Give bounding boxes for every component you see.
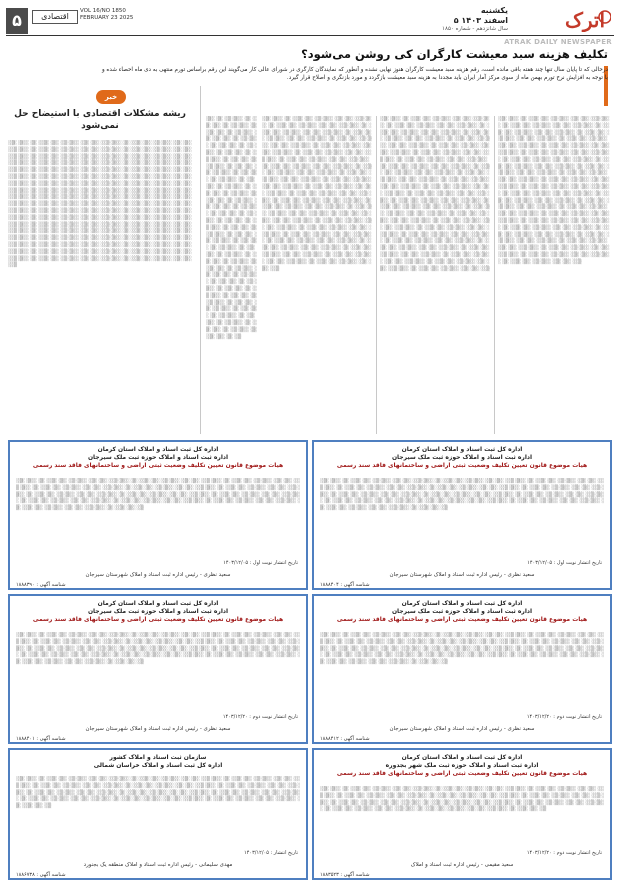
ad-body-text: ░░▒░ ░▒░░░ ░▒░ ░░░▒░ ░▒░░ ░░▒ ░▒░░░ ░░▒░ ░▒░░ ░░░▒ ░▒░░░ ░▒░ ░░░▒░ ░▒░░ ░░▒ ░▒░░░ ░░▒░ ░▒░░ ░░░▒ ░▒░░░ ░▒░ ░░░▒░ ░▒░░ ░░▒ ░▒░░░ ░░▒░ ░▒░░ ░░░▒ ░▒░░░ ░▒░ ░░░▒░ ░▒░░ ░░▒ ░▒░░░ ░░▒░ ░▒░░ ░░░▒ ░▒░░░ ░▒░ ░░░▒░ ░▒░░ ░░▒ ░▒░░░ ░░▒░ ░▒░░ ░░░▒ ░▒░░░ ░▒░ ░░░▒░ ░▒░░ ░░▒ ░▒░░░ ░░▒░ ░▒░░ ░░░▒ ░▒░░░ ░▒░ ░░░▒░ ░▒░░ ░░▒ ░▒░░░ ░░▒░ ░▒░░ ░░░▒ ░▒░░░ ░▒░ ░░░▒░ ░▒░░ ░░▒ ░▒░░░ ░░▒░ ░▒░░ ░░░▒ ░▒░░░ ░▒░ ░░░▒░ ░▒░░ ░░▒ ░▒░░░ ░░▒░ ░▒░░ ░░░▒ ░▒░░░ ░▒░ ░░░▒░ ░▒░░ ░░▒ ░▒░░░ ░░▒░ ░▒░░ ░░░▒ ░▒░░░ ░▒░ ░░░▒░ ░▒░░ ░░▒ ░▒░░░ ░░▒░ ░▒░░ ░░░▒ ░▒░░░ ░▒░ ░░░▒░ ░▒░░ ░░▒ ░▒░░░ ░░▒░ ░▒░░ ░░░▒ ░▒░░░ ░▒░ ░░░▒░ ░▒░░ ░░▒ [16, 776, 300, 810]
column-divider [200, 86, 201, 434]
ad-body-text: ░░▒░ ░▒░░░ ░▒░ ░░░▒░ ░▒░░ ░░▒ ░▒░░░ ░░▒░ ░▒░░ ░░░▒ ░▒░░░ ░▒░ ░░░▒░ ░▒░░ ░░▒ ░▒░░░ ░░▒░ ░▒░░ ░░░▒ ░▒░░░ ░▒░ ░░░▒░ ░▒░░ ░░▒ ░▒░░░ ░░▒░ ░▒░░ ░░░▒ ░▒░░░ ░▒░ ░░░▒░ ░▒░░ ░░▒ ░▒░░░ ░░▒░ ░▒░░ ░░░▒ ░▒░░░ ░▒░ ░░░▒░ ░▒░░ ░░▒ ░▒░░░ ░░▒░ ░▒░░ ░░░▒ ░▒░░░ ░▒░ ░░░▒░ ░▒░░ ░░▒ ░▒░░░ ░░▒░ ░▒░░ ░░░▒ ░▒░░░ ░▒░ ░░░▒░ ░▒░░ ░░▒ ░▒░░░ ░░▒░ ░▒░░ ░░░▒ ░▒░░░ ░▒░ ░░░▒░ ░▒░░ ░░▒ ░▒░░░ ░░▒░ ░▒░░ ░░░▒ ░▒░░░ ░▒░ ░░░▒░ ░▒░░ ░░▒ ░▒░░░ ░░▒░ ░▒░░ ░░░▒ ░▒░░░ ░▒░ ░░░▒░ ░▒░░ ░░▒ ░▒░░░ ░░▒░ ░▒░░ ░░░▒ ░▒░░░ ░▒░ ░░░▒░ ░▒░░ ░░▒ ░▒░░░ ░░▒░ ░▒░░ ░░░▒ ░▒░░░ ░▒░ ░░░▒░ ░▒░░ ░░▒ [320, 786, 604, 813]
legal-notice-ad: سازمان ثبت اسناد و املاک کشور اداره کل ثبت اسناد و املاک خراسان شمالی ░░▒░ ░▒░░░ ░▒░ ░░░▒░ ░▒░░ ░░▒ ░▒░░░ ░░▒░ ░▒░░ ░░░▒ ░▒░░░ ░▒░ ░░░▒░ ░▒░░ ░░▒ ░▒░░░ ░░▒░ ░▒░░ ░░░▒ ░▒░░░ ░▒░ ░░░▒░ ░▒░░ ░░▒ ░▒░░░ ░░▒░ ░▒░░ ░░░▒ ░▒░░░ ░▒░ ░░░▒░ ░▒░░ ░░▒ ░▒░░░ ░░▒░ ░▒░░ ░░░▒ ░▒░░░ ░▒░ ░░░▒░ ░▒░░ ░░▒ ░▒░░░ ░░▒░ ░▒░░ ░░░▒ ░▒░░░ ░▒░ ░░░▒░ ░▒░░ ░░▒ ░▒░░░ ░░▒░ ░▒░░ ░░░▒ ░▒░░░ ░▒░ ░░░▒░ ░▒░░ ░░▒ ░▒░░░ ░░▒░ ░▒░░ ░░░▒ ░▒░░░ ░▒░ ░░░▒░ ░▒░░ ░░▒ ░▒░░░ ░░▒░ ░▒░░ ░░░▒ ░▒░░░ ░▒░ ░░░▒░ ░▒░░ ░░▒ ░▒░░░ ░░▒░ ░▒░░ ░░░▒ ░▒░░░ ░▒░ ░░░▒░ ░▒░░ ░░▒ ░▒░░░ ░░▒░ ░▒░░ ░░░▒ ░▒░░░ ░▒░ ░░░▒░ ░▒░░ ░░▒ ░▒░░░ ░░▒░ ░▒░░ ░░░▒ ░▒░░░ ░▒░ ░░░▒░ ░▒░░ ░░▒ ░▒░░░ ░░▒░ ░▒░░ ░░░▒ ░▒░░░ ░▒░ ░░░▒░ ░▒░░ ░░▒ تاریخ انتشار : ۱۴۰۳/۱۲/۰۵ مهدی سلیمانی - رئیس اداره ثبت اسناد و املاک منطقه یک بجنورد شناسه آگهی : ۱۸۸۶۷۳۸ [8, 748, 308, 880]
ad-body-text: ░░▒░ ░▒░░░ ░▒░ ░░░▒░ ░▒░░ ░░▒ ░▒░░░ ░░▒░ ░▒░░ ░░░▒ ░▒░░░ ░▒░ ░░░▒░ ░▒░░ ░░▒ ░▒░░░ ░░▒░ ░▒░░ ░░░▒ ░▒░░░ ░▒░ ░░░▒░ ░▒░░ ░░▒ ░▒░░░ ░░▒░ ░▒░░ ░░░▒ ░▒░░░ ░▒░ ░░░▒░ ░▒░░ ░░▒ ░▒░░░ ░░▒░ ░▒░░ ░░░▒ ░▒░░░ ░▒░ ░░░▒░ ░▒░░ ░░▒ ░▒░░░ ░░▒░ ░▒░░ ░░░▒ ░▒░░░ ░▒░ ░░░▒░ ░▒░░ ░░▒ ░▒░░░ ░░▒░ ░▒░░ ░░░▒ ░▒░░░ ░▒░ ░░░▒░ ░▒░░ ░░▒ ░▒░░░ ░░▒░ ░▒░░ ░░░▒ ░▒░░░ ░▒░ ░░░▒░ ░▒░░ ░░▒ ░▒░░░ ░░▒░ ░▒░░ ░░░▒ ░▒░░░ ░▒░ ░░░▒░ ░▒░░ ░░▒ ░▒░░░ ░░▒░ ░▒░░ ░░░▒ ░▒░░░ ░▒░ ░░░▒░ ░▒░░ ░░▒ ░▒░░░ ░░▒░ ░▒░░ ░░░▒ ░▒░░░ ░▒░ ░░░▒░ ░▒░░ ░░▒ ░▒░░░ ░░▒░ ░▒░░ ░░░▒ ░▒░░░ ░▒░ ░░░▒░ ░▒░░ ░░▒ ░▒░░░ ░░▒░ ░▒░░ ░░░▒ ░▒░░░ ░▒░ ░░░▒░ ░▒░░ ░░▒ ░▒░░░ ░░▒░ ░▒░░ ░░░▒ ░▒░░░ ░▒░ ░░░▒░ ░▒░░ ░░▒ [16, 478, 300, 512]
article-column-3: ░░▒░ ░▒░░░ ░▒░ ░░░▒░ ░▒░░ ░░▒ ░▒░░░ ░░▒░ ░▒░░ ░░░▒ ░▒░░░ ░▒░ ░░░▒░ ░▒░░ ░░▒ ░▒░░░ ░░▒░ ░▒░░ ░░░▒ ░▒░░░ ░▒░ ░░░▒░ ░▒░░ ░░▒ ░▒░░░ ░░▒░ ░▒░░ ░░░▒ ░▒░░░ ░▒░ ░░░▒░ ░▒░░ ░░▒ ░▒░░░ ░░▒░ ░▒░░ ░░░▒ ░▒░░░ ░▒░ ░░░▒░ ░▒░░ ░░▒ ░▒░░░ ░░▒░ ░▒░░ ░░░▒ ░▒░░░ ░▒░ ░░░▒░ ░▒░░ ░░▒ ░▒░░░ ░░▒░ ░▒░░ ░░░▒ ░▒░░░ ░▒░ ░░░▒░ ░▒░░ ░░▒ ░▒░░░ ░░▒░ ░▒░░ ░░░▒ ░▒░░░ ░▒░ ░░░▒░ ░▒░░ ░░▒ ░▒░░░ ░░▒░ ░▒░░ ░░░▒ ░▒░░░ ░▒░ ░░░▒░ ░▒░░ ░░▒ ░▒░░░ ░░▒░ ░▒░░ ░░░▒ ░▒░░░ ░▒░ ░░░▒░ ░▒░░ ░░▒ ░▒░░░ ░░▒░ ░▒░░ ░░░▒ ░▒░░░ ░▒░ ░░░▒░ ░▒░░ ░░▒ ░▒░░░ ░░▒░ ░▒░░ ░░░▒ ░▒░░░ ░▒░ ░░░▒░ ░▒░░ ░░▒ ░▒░░░ ░░▒░ ░▒░░ ░░░▒ ░▒░░░ ░▒░ ░░░▒░ ░▒░░ ░░▒ ░▒░░░ ░░▒░ ░▒░░ ░░░▒ ░▒░░░ ░▒░ ░░░▒░ ░▒░░ ░░▒ ░▒░░░ ░░▒░ ░▒░░ ░░░▒ ░▒░░░ ░▒░ ░░░▒░ ░▒░░ ░░▒ ░▒░░░ ░░▒░ ░▒░░ ░░░▒ ░▒░░░ ░▒░ ░░░▒░ ░▒░░ ░░▒ ░▒░░░ ░░▒░ ░▒░░ ░░░▒ ░▒░░░ ░▒░ ░░░▒░ ░▒░░ ░░▒ ░▒░░░ ░░▒░ ░▒░░ ░░░▒ ░▒░░░ ░▒░ ░░░▒░ ░▒░░ ░░▒ ░▒░░░ ░░▒░ ░▒░░ ░░░▒ ░▒░░░ ░▒░ ░░░▒░ ░▒░░ ░░▒ ░▒░░░ ░░▒░ ░▒░░ ░░░▒ ░▒░░░ ░▒░ ░░░▒░ ░▒░░ ░░▒ ░▒░░░ ░░▒░ ░▒░░ ░░░▒ ░▒░░░ ░▒░ ░░░▒░ ░▒░░ ░░▒ ░▒░░░ ░░▒░ ░▒░░ ░░░▒ ░▒░░░ ░▒░ ░░░▒░ ░▒░░ ░░▒ ░▒░░░ ░░▒░ ░▒░░ ░░░▒ ░▒░░░ ░▒░ ░░░▒░ ░▒░░ ░░▒ ░▒░░░ ░░▒░ ░▒░░ ░░░▒ ░▒░░░ ░▒░ ░░░▒░ ░▒░░ ░░▒ ░▒░░░ ░░▒░ ░▒░░ ░░░▒ ░▒░░░ ░▒░ ░░░▒░ ░▒░░ ░░▒ ░▒░░░ ░░▒░ ░▒░░ ░░░▒ ░▒░░░ ░▒░ ░░░▒░ ░▒░░ ░░▒ ░▒░░░ ░░▒░ ░▒░░ ░░░▒ [262, 116, 371, 272]
ad-body-text: ░░▒░ ░▒░░░ ░▒░ ░░░▒░ ░▒░░ ░░▒ ░▒░░░ ░░▒░ ░▒░░ ░░░▒ ░▒░░░ ░▒░ ░░░▒░ ░▒░░ ░░▒ ░▒░░░ ░░▒░ ░▒░░ ░░░▒ ░▒░░░ ░▒░ ░░░▒░ ░▒░░ ░░▒ ░▒░░░ ░░▒░ ░▒░░ ░░░▒ ░▒░░░ ░▒░ ░░░▒░ ░▒░░ ░░▒ ░▒░░░ ░░▒░ ░▒░░ ░░░▒ ░▒░░░ ░▒░ ░░░▒░ ░▒░░ ░░▒ ░▒░░░ ░░▒░ ░▒░░ ░░░▒ ░▒░░░ ░▒░ ░░░▒░ ░▒░░ ░░▒ ░▒░░░ ░░▒░ ░▒░░ ░░░▒ ░▒░░░ ░▒░ ░░░▒░ ░▒░░ ░░▒ ░▒░░░ ░░▒░ ░▒░░ ░░░▒ ░▒░░░ ░▒░ ░░░▒░ ░▒░░ ░░▒ ░▒░░░ ░░▒░ ░▒░░ ░░░▒ ░▒░░░ ░▒░ ░░░▒░ ░▒░░ ░░▒ ░▒░░░ ░░▒░ ░▒░░ ░░░▒ ░▒░░░ ░▒░ ░░░▒░ ░▒░░ ░░▒ ░▒░░░ ░░▒░ ░▒░░ ░░░▒ ░▒░░░ ░▒░ ░░░▒░ ░▒░░ ░░▒ ░▒░░░ ░░▒░ ░▒░░ ░░░▒ ░▒░░░ ░▒░ ░░░▒░ ░▒░░ ░░▒ ░▒░░░ ░░▒░ ░▒░░ ░░░▒ ░▒░░░ ░▒░ ░░░▒░ ░▒░░ ░░▒ ░▒░░░ ░░▒░ ░▒░░ ░░░▒ ░▒░░░ ░▒░ ░░░▒░ ░▒░░ ░░▒ [320, 632, 604, 666]
column-divider [494, 116, 495, 434]
main-headline: تکلیف هزینه سبد معیشت کارگران کی روشن می‌شود؟ [301, 47, 608, 61]
legal-notice-ad: اداره کل ثبت اسناد و املاک استان کرمان اداره ثبت اسناد و املاک حوزه ثبت ملک سیرجان هیات موضوع قانون تعیین تکلیف وضعیت ثبتی اراضی و ساختمانهای فاقد سند رسمی ░░▒░ ░▒░░░ ░▒░ ░░░▒░ ░▒░░ ░░▒ ░▒░░░ ░░▒░ ░▒░░ ░░░▒ ░▒░░░ ░▒░ ░░░▒░ ░▒░░ ░░▒ ░▒░░░ ░░▒░ ░▒░░ ░░░▒ ░▒░░░ ░▒░ ░░░▒░ ░▒░░ ░░▒ ░▒░░░ ░░▒░ ░▒░░ ░░░▒ ░▒░░░ ░▒░ ░░░▒░ ░▒░░ ░░▒ ░▒░░░ ░░▒░ ░▒░░ ░░░▒ ░▒░░░ ░▒░ ░░░▒░ ░▒░░ ░░▒ ░▒░░░ ░░▒░ ░▒░░ ░░░▒ ░▒░░░ ░▒░ ░░░▒░ ░▒░░ ░░▒ ░▒░░░ ░░▒░ ░▒░░ ░░░▒ ░▒░░░ ░▒░ ░░░▒░ ░▒░░ ░░▒ ░▒░░░ ░░▒░ ░▒░░ ░░░▒ ░▒░░░ ░▒░ ░░░▒░ ░▒░░ ░░▒ ░▒░░░ ░░▒░ ░▒░░ ░░░▒ ░▒░░░ ░▒░ ░░░▒░ ░▒░░ ░░▒ ░▒░░░ ░░▒░ ░▒░░ ░░░▒ ░▒░░░ ░▒░ ░░░▒░ ░▒░░ ░░▒ ░▒░░░ ░░▒░ ░▒░░ ░░░▒ ░▒░░░ ░▒░ ░░░▒░ ░▒░░ ░░▒ ░▒░░░ ░░▒░ ░▒░░ ░░░▒ ░▒░░░ ░▒░ ░░░▒░ ░▒░░ ░░▒ ░▒░░░ ░░▒░ ░▒░░ ░░░▒ ░▒░░░ ░▒░ ░░░▒░ ░▒░░ ░░▒ ░▒░░░ ░░▒░ ░▒░░ ░░░▒ ░▒░░░ ░▒░ ░░░▒░ ░▒░░ ░░▒ تاریخ انتشار نوبت دوم : ۱۴۰۳/۱۲/۲۰ سعید نظری - رئیس اداره ثبت اسناد و املاک شهرستان سیرجان شناسه آگهی : ۱۸۸۸۴۰۱ [8, 594, 308, 744]
issue-date: یکشنبه ۵ اسفند ۱۴۰۳ سال شانزدهم - شماره ۱۸۵۰ [442, 6, 508, 32]
ad-body-text: ░░▒░ ░▒░░░ ░▒░ ░░░▒░ ░▒░░ ░░▒ ░▒░░░ ░░▒░ ░▒░░ ░░░▒ ░▒░░░ ░▒░ ░░░▒░ ░▒░░ ░░▒ ░▒░░░ ░░▒░ ░▒░░ ░░░▒ ░▒░░░ ░▒░ ░░░▒░ ░▒░░ ░░▒ ░▒░░░ ░░▒░ ░▒░░ ░░░▒ ░▒░░░ ░▒░ ░░░▒░ ░▒░░ ░░▒ ░▒░░░ ░░▒░ ░▒░░ ░░░▒ ░▒░░░ ░▒░ ░░░▒░ ░▒░░ ░░▒ ░▒░░░ ░░▒░ ░▒░░ ░░░▒ ░▒░░░ ░▒░ ░░░▒░ ░▒░░ ░░▒ ░▒░░░ ░░▒░ ░▒░░ ░░░▒ ░▒░░░ ░▒░ ░░░▒░ ░▒░░ ░░▒ ░▒░░░ ░░▒░ ░▒░░ ░░░▒ ░▒░░░ ░▒░ ░░░▒░ ░▒░░ ░░▒ ░▒░░░ ░░▒░ ░▒░░ ░░░▒ ░▒░░░ ░▒░ ░░░▒░ ░▒░░ ░░▒ ░▒░░░ ░░▒░ ░▒░░ ░░░▒ ░▒░░░ ░▒░ ░░░▒░ ░▒░░ ░░▒ ░▒░░░ ░░▒░ ░▒░░ ░░░▒ ░▒░░░ ░▒░ ░░░▒░ ░▒░░ ░░▒ ░▒░░░ ░░▒░ ░▒░░ ░░░▒ ░▒░░░ ░▒░ ░░░▒░ ░▒░░ ░░▒ ░▒░░░ ░░▒░ ░▒░░ ░░░▒ ░▒░░░ ░▒░ ░░░▒░ ░▒░░ ░░▒ ░▒░░░ ░░▒░ ░▒░░ ░░░▒ ░▒░░░ ░▒░ ░░░▒░ ░▒░░ ░░▒ [320, 478, 604, 512]
volume-info: VOL 16/NO 1850 FEBRUARY 23 2025 [80, 8, 134, 21]
main-lead: درحالی که تا پایان سال تنها چند هفته باقی مانده است، رقم هزینه سبد معیشت کارگران هنوز نهایی نشده و آنطور که نمایندگان کارگری در شورای عالی کار می‌گویند این رقم براساس تورم منتهی به دی ماه احصاء شده و با توجه به افزایش نرخ تورم بهمن ماه از سوی مرکز آمار ایران باید مجددا به هزینه سبد معیشت بازگردد و مورد بازنگری و اصلاح قرار گیرد. [101, 67, 608, 81]
header-rule [6, 35, 614, 36]
side-article-body: ░░▒░ ░▒░░░ ░▒░ ░░░▒░ ░▒░░ ░░▒ ░▒░░░ ░░▒░ ░▒░░ ░░░▒ ░▒░░░ ░▒░ ░░░▒░ ░▒░░ ░░▒ ░▒░░░ ░░▒░ ░▒░░ ░░░▒ ░▒░░░ ░▒░ ░░░▒░ ░▒░░ ░░▒ ░▒░░░ ░░▒░ ░▒░░ ░░░▒ ░▒░░░ ░▒░ ░░░▒░ ░▒░░ ░░▒ ░▒░░░ ░░▒░ ░▒░░ ░░░▒ ░▒░░░ ░▒░ ░░░▒░ ░▒░░ ░░▒ ░▒░░░ ░░▒░ ░▒░░ ░░░▒ ░▒░░░ ░▒░ ░░░▒░ ░▒░░ ░░▒ ░▒░░░ ░░▒░ ░▒░░ ░░░▒ ░▒░░░ ░▒░ ░░░▒░ ░▒░░ ░░▒ ░▒░░░ ░░▒░ ░▒░░ ░░░▒ ░▒░░░ ░▒░ ░░░▒░ ░▒░░ ░░▒ ░▒░░░ ░░▒░ ░▒░░ ░░░▒ ░▒░░░ ░▒░ ░░░▒░ ░▒░░ ░░▒ ░▒░░░ ░░▒░ ░▒░░ ░░░▒ ░▒░░░ ░▒░ ░░░▒░ ░▒░░ ░░▒ ░▒░░░ ░░▒░ ░▒░░ ░░░▒ ░▒░░░ ░▒░ ░░░▒░ ░▒░░ ░░▒ ░▒░░░ ░░▒░ ░▒░░ ░░░▒ ░▒░░░ ░▒░ ░░░▒░ ░▒░░ ░░▒ ░▒░░░ ░░▒░ ░▒░░ ░░░▒ ░▒░░░ ░▒░ ░░░▒░ ░▒░░ ░░▒ ░▒░░░ ░░▒░ ░▒░░ ░░░▒ ░▒░░░ ░▒░ ░░░▒░ ░▒░░ ░░▒ ░▒░░░ ░░▒░ ░▒░░ ░░░▒ ░▒░░░ ░▒░ ░░░▒░ ░▒░░ ░░▒ ░▒░░░ ░░▒░ ░▒░░ ░░░▒ ░▒░░░ ░▒░ ░░░▒░ ░▒░░ ░░▒ ░▒░░░ ░░▒░ ░▒░░ ░░░▒ ░▒░░░ ░▒░ ░░░▒░ ░▒░░ ░░▒ ░▒░░░ ░░▒░ ░▒░░ ░░░▒ ░▒░░░ ░▒░ ░░░▒░ ░▒░░ ░░▒ ░▒░░░ ░░▒░ ░▒░░ ░░░▒ ░▒░░░ ░▒░ ░░░▒░ ░▒░░ ░░▒ ░▒░░░ ░░▒░ ░▒░░ ░░░▒ ░▒░░░ ░▒░ ░░░▒░ ░▒░░ ░░▒ ░▒░░░ ░░▒░ ░▒░░ ░░░▒ ░▒░░░ ░▒░ ░░░▒░ ░▒░░ ░░▒ ░▒░░░ ░░▒░ ░▒░░ ░░░▒ ░▒░░░ ░▒░ ░░░▒░ ░▒░░ ░░▒ ░▒░░░ ░░▒░ ░▒░░ ░░░▒ ░▒░░░ ░▒░ ░░░▒░ ░▒░░ ░░▒ ░▒░░░ ░░▒░ ░▒░░ ░░░▒ ░▒░░░ ░▒░ ░░░▒░ ░▒░░ ░░▒ ░▒░░░ ░░▒░ ░▒░░ ░░░▒ ░▒░░░ ░▒░ ░░░▒░ ░▒░░ ░░▒ ░▒░░░ ░░▒░ ░▒░░ ░░░▒ ░▒░░░ ░▒░ ░░░▒░ ░▒░░ ░░▒ ░▒░░░ ░░▒░ ░▒░░ ░░░▒ ░▒░░░ ░▒░ ░░░▒░ ░▒░░ ░░▒ ░▒░░░ ░░▒░ ░▒░░ ░░░▒ ░▒░░░ ░▒░ ░░░▒░ ░▒░░ ░░▒ ░▒░░░ ░░▒░ ░▒░░ ░░░▒ ░▒░░░ ░▒░ ░░░▒░ ░▒░░ ░░▒ ░▒░░░ ░░▒░ ░▒░░ ░░░▒ ░▒░░░ ░▒░ ░░░▒░ ░▒░░ ░░▒ ░▒░░░ ░░▒░ ░▒░░ ░░░▒ ░▒░░░ ░▒░ ░░░▒░ ░▒░░ ░░▒ ░▒░░░ ░░▒░ ░▒░░ ░░░▒ ░▒░░░ ░▒░ ░░░▒░ ░▒░░ ░░▒ ░▒░░░ ░░▒░ ░▒░░ ░░░▒ ░▒░░░ ░▒░ ░░░▒░ ░▒░░ ░░▒ ░▒░░░ ░░▒░ ░▒░░ ░░░▒ ░▒░░░ ░▒░ ░░░▒░ ░▒░░ ░░▒ ░▒░░░ ░░▒░ ░▒░░ ░░░▒ ░▒░░░ ░▒░ ░░░▒░ ░▒░░ ░░▒ ░▒░░░ ░░▒░ ░▒░░ ░░░▒ ░▒░░░ ░▒░ ░░░▒░ ░▒░░ ░░▒ ░▒░░░ ░░▒░ ░▒░░ ░░░▒ [8, 140, 191, 269]
newspaper-logo [515, 6, 611, 32]
legal-notice-ad: اداره کل ثبت اسناد و املاک استان کرمان اداره ثبت اسناد و املاک حوزه ثبت ملک سیرجان هیات موضوع قانون تعیین تکلیف وضعیت ثبتی اراضی و ساختمانهای فاقد سند رسمی ░░▒░ ░▒░░░ ░▒░ ░░░▒░ ░▒░░ ░░▒ ░▒░░░ ░░▒░ ░▒░░ ░░░▒ ░▒░░░ ░▒░ ░░░▒░ ░▒░░ ░░▒ ░▒░░░ ░░▒░ ░▒░░ ░░░▒ ░▒░░░ ░▒░ ░░░▒░ ░▒░░ ░░▒ ░▒░░░ ░░▒░ ░▒░░ ░░░▒ ░▒░░░ ░▒░ ░░░▒░ ░▒░░ ░░▒ ░▒░░░ ░░▒░ ░▒░░ ░░░▒ ░▒░░░ ░▒░ ░░░▒░ ░▒░░ ░░▒ ░▒░░░ ░░▒░ ░▒░░ ░░░▒ ░▒░░░ ░▒░ ░░░▒░ ░▒░░ ░░▒ ░▒░░░ ░░▒░ ░▒░░ ░░░▒ ░▒░░░ ░▒░ ░░░▒░ ░▒░░ ░░▒ ░▒░░░ ░░▒░ ░▒░░ ░░░▒ ░▒░░░ ░▒░ ░░░▒░ ░▒░░ ░░▒ ░▒░░░ ░░▒░ ░▒░░ ░░░▒ ░▒░░░ ░▒░ ░░░▒░ ░▒░░ ░░▒ ░▒░░░ ░░▒░ ░▒░░ ░░░▒ ░▒░░░ ░▒░ ░░░▒░ ░▒░░ ░░▒ ░▒░░░ ░░▒░ ░▒░░ ░░░▒ ░▒░░░ ░▒░ ░░░▒░ ░▒░░ ░░▒ ░▒░░░ ░░▒░ ░▒░░ ░░░▒ ░▒░░░ ░▒░ ░░░▒░ ░▒░░ ░░▒ ░▒░░░ ░░▒░ ░▒░░ ░░░▒ ░▒░░░ ░▒░ ░░░▒░ ░▒░░ ░░▒ ░▒░░░ ░░▒░ ░▒░░ ░░░▒ ░▒░░░ ░▒░ ░░░▒░ ░▒░░ ░░▒ تاریخ انتشار نوبت اول : ۱۴۰۳/۱۲/۰۵ سعید نظری - رئیس اداره ثبت اسناد و املاک شهرستان سیرجان شناسه آگهی : ۱۸۸۸۴۰۴ [312, 440, 612, 590]
ad-body-text: ░░▒░ ░▒░░░ ░▒░ ░░░▒░ ░▒░░ ░░▒ ░▒░░░ ░░▒░ ░▒░░ ░░░▒ ░▒░░░ ░▒░ ░░░▒░ ░▒░░ ░░▒ ░▒░░░ ░░▒░ ░▒░░ ░░░▒ ░▒░░░ ░▒░ ░░░▒░ ░▒░░ ░░▒ ░▒░░░ ░░▒░ ░▒░░ ░░░▒ ░▒░░░ ░▒░ ░░░▒░ ░▒░░ ░░▒ ░▒░░░ ░░▒░ ░▒░░ ░░░▒ ░▒░░░ ░▒░ ░░░▒░ ░▒░░ ░░▒ ░▒░░░ ░░▒░ ░▒░░ ░░░▒ ░▒░░░ ░▒░ ░░░▒░ ░▒░░ ░░▒ ░▒░░░ ░░▒░ ░▒░░ ░░░▒ ░▒░░░ ░▒░ ░░░▒░ ░▒░░ ░░▒ ░▒░░░ ░░▒░ ░▒░░ ░░░▒ ░▒░░░ ░▒░ ░░░▒░ ░▒░░ ░░▒ ░▒░░░ ░░▒░ ░▒░░ ░░░▒ ░▒░░░ ░▒░ ░░░▒░ ░▒░░ ░░▒ ░▒░░░ ░░▒░ ░▒░░ ░░░▒ ░▒░░░ ░▒░ ░░░▒░ ░▒░░ ░░▒ ░▒░░░ ░░▒░ ░▒░░ ░░░▒ ░▒░░░ ░▒░ ░░░▒░ ░▒░░ ░░▒ ░▒░░░ ░░▒░ ░▒░░ ░░░▒ ░▒░░░ ░▒░ ░░░▒░ ░▒░░ ░░▒ ░▒░░░ ░░▒░ ░▒░░ ░░░▒ ░▒░░░ ░▒░ ░░░▒░ ░▒░░ ░░▒ ░▒░░░ ░░▒░ ░▒░░ ░░░▒ ░▒░░░ ░▒░ ░░░▒░ ░▒░░ ░░▒ [16, 632, 300, 666]
section-label: اقتصادی [32, 10, 78, 24]
legal-notice-ad: اداره کل ثبت اسناد و املاک استان کرمان اداره ثبت اسناد و املاک حوزه ثبت ملک شهر بجدوره هیات موضوع قانون تعیین تکلیف وضعیت ثبتی اراضی و ساختمانهای فاقد سند رسمی ░░▒░ ░▒░░░ ░▒░ ░░░▒░ ░▒░░ ░░▒ ░▒░░░ ░░▒░ ░▒░░ ░░░▒ ░▒░░░ ░▒░ ░░░▒░ ░▒░░ ░░▒ ░▒░░░ ░░▒░ ░▒░░ ░░░▒ ░▒░░░ ░▒░ ░░░▒░ ░▒░░ ░░▒ ░▒░░░ ░░▒░ ░▒░░ ░░░▒ ░▒░░░ ░▒░ ░░░▒░ ░▒░░ ░░▒ ░▒░░░ ░░▒░ ░▒░░ ░░░▒ ░▒░░░ ░▒░ ░░░▒░ ░▒░░ ░░▒ ░▒░░░ ░░▒░ ░▒░░ ░░░▒ ░▒░░░ ░▒░ ░░░▒░ ░▒░░ ░░▒ ░▒░░░ ░░▒░ ░▒░░ ░░░▒ ░▒░░░ ░▒░ ░░░▒░ ░▒░░ ░░▒ ░▒░░░ ░░▒░ ░▒░░ ░░░▒ ░▒░░░ ░▒░ ░░░▒░ ░▒░░ ░░▒ ░▒░░░ ░░▒░ ░▒░░ ░░░▒ ░▒░░░ ░▒░ ░░░▒░ ░▒░░ ░░▒ ░▒░░░ ░░▒░ ░▒░░ ░░░▒ ░▒░░░ ░▒░ ░░░▒░ ░▒░░ ░░▒ ░▒░░░ ░░▒░ ░▒░░ ░░░▒ ░▒░░░ ░▒░ ░░░▒░ ░▒░░ ░░▒ ░▒░░░ ░░▒░ ░▒░░ ░░░▒ ░▒░░░ ░▒░ ░░░▒░ ░▒░░ ░░▒ تاریخ انتشار نوبت دوم : ۱۴۰۳/۱۲/۲۰ سعید مقیمی - رئیس اداره ثبت اسناد و املاک شناسه آگهی : ۱۸۸۳۵۲۳ [312, 748, 612, 880]
article-column-1: ░░▒░ ░▒░░░ ░▒░ ░░░▒░ ░▒░░ ░░▒ ░▒░░░ ░░▒░ ░▒░░ ░░░▒ ░▒░░░ ░▒░ ░░░▒░ ░▒░░ ░░▒ ░▒░░░ ░░▒░ ░▒░░ ░░░▒ ░▒░░░ ░▒░ ░░░▒░ ░▒░░ ░░▒ ░▒░░░ ░░▒░ ░▒░░ ░░░▒ ░▒░░░ ░▒░ ░░░▒░ ░▒░░ ░░▒ ░▒░░░ ░░▒░ ░▒░░ ░░░▒ ░▒░░░ ░▒░ ░░░▒░ ░▒░░ ░░▒ ░▒░░░ ░░▒░ ░▒░░ ░░░▒ ░▒░░░ ░▒░ ░░░▒░ ░▒░░ ░░▒ ░▒░░░ ░░▒░ ░▒░░ ░░░▒ ░▒░░░ ░▒░ ░░░▒░ ░▒░░ ░░▒ ░▒░░░ ░░▒░ ░▒░░ ░░░▒ ░▒░░░ ░▒░ ░░░▒░ ░▒░░ ░░▒ ░▒░░░ ░░▒░ ░▒░░ ░░░▒ ░▒░░░ ░▒░ ░░░▒░ ░▒░░ ░░▒ ░▒░░░ ░░▒░ ░▒░░ ░░░▒ ░▒░░░ ░▒░ ░░░▒░ ░▒░░ ░░▒ ░▒░░░ ░░▒░ ░▒░░ ░░░▒ ░▒░░░ ░▒░ ░░░▒░ ░▒░░ ░░▒ ░▒░░░ ░░▒░ ░▒░░ ░░░▒ ░▒░░░ ░▒░ ░░░▒░ ░▒░░ ░░▒ ░▒░░░ ░░▒░ ░▒░░ ░░░▒ ░▒░░░ ░▒░ ░░░▒░ ░▒░░ ░░▒ ░▒░░░ ░░▒░ ░▒░░ ░░░▒ ░▒░░░ ░▒░ ░░░▒░ ░▒░░ ░░▒ ░▒░░░ ░░▒░ ░▒░░ ░░░▒ ░▒░░░ ░▒░ ░░░▒░ ░▒░░ ░░▒ ░▒░░░ ░░▒░ ░▒░░ ░░░▒ ░▒░░░ ░▒░ ░░░▒░ ░▒░░ ░░▒ ░▒░░░ ░░▒░ ░▒░░ ░░░▒ ░▒░░░ ░▒░ ░░░▒░ ░▒░░ ░░▒ ░▒░░░ ░░▒░ ░▒░░ ░░░▒ ░▒░░░ ░▒░ ░░░▒░ ░▒░░ ░░▒ ░▒░░░ ░░▒░ ░▒░░ ░░░▒ ░▒░░░ ░▒░ ░░░▒░ ░▒░░ ░░▒ ░▒░░░ ░░▒░ ░▒░░ ░░░▒ ░▒░░░ ░▒░ ░░░▒░ ░▒░░ ░░▒ ░▒░░░ ░░▒░ ░▒░░ ░░░▒ ░▒░░░ ░▒░ ░░░▒░ ░▒░░ ░░▒ ░▒░░░ ░░▒░ ░▒░░ ░░░▒ ░▒░░░ ░▒░ ░░░▒░ ░▒░░ ░░▒ ░▒░░░ ░░▒░ ░▒░░ ░░░▒ ░▒░░░ ░▒░ ░░░▒░ ░▒░░ ░░▒ ░▒░░░ ░░▒░ ░▒░░ ░░░▒ ░▒░░░ ░▒░ ░░░▒░ ░▒░░ ░░▒ ░▒░░░ ░░▒░ ░▒░░ ░░░▒ ░▒░░░ ░▒░ ░░░▒░ ░▒░░ ░░▒ ░▒░░░ ░░▒░ ░▒░░ ░░░▒ ░▒░░░ ░▒░ ░░░▒░ ░▒░░ ░░▒ ░▒░░░ ░░▒░ ░▒░░ ░░░▒ [498, 116, 609, 265]
paper-name: ATRAK DAILY NEWSPAPER [504, 38, 612, 46]
side-headline: ریشه مشکلات اقتصادی با استیضاح حل نمی‌شود [14, 109, 186, 131]
legal-notice-ad: اداره کل ثبت اسناد و املاک استان کرمان اداره ثبت اسناد و املاک حوزه ثبت ملک سیرجان هیات موضوع قانون تعیین تکلیف وضعیت ثبتی اراضی و ساختمانهای فاقد سند رسمی ░░▒░ ░▒░░░ ░▒░ ░░░▒░ ░▒░░ ░░▒ ░▒░░░ ░░▒░ ░▒░░ ░░░▒ ░▒░░░ ░▒░ ░░░▒░ ░▒░░ ░░▒ ░▒░░░ ░░▒░ ░▒░░ ░░░▒ ░▒░░░ ░▒░ ░░░▒░ ░▒░░ ░░▒ ░▒░░░ ░░▒░ ░▒░░ ░░░▒ ░▒░░░ ░▒░ ░░░▒░ ░▒░░ ░░▒ ░▒░░░ ░░▒░ ░▒░░ ░░░▒ ░▒░░░ ░▒░ ░░░▒░ ░▒░░ ░░▒ ░▒░░░ ░░▒░ ░▒░░ ░░░▒ ░▒░░░ ░▒░ ░░░▒░ ░▒░░ ░░▒ ░▒░░░ ░░▒░ ░▒░░ ░░░▒ ░▒░░░ ░▒░ ░░░▒░ ░▒░░ ░░▒ ░▒░░░ ░░▒░ ░▒░░ ░░░▒ ░▒░░░ ░▒░ ░░░▒░ ░▒░░ ░░▒ ░▒░░░ ░░▒░ ░▒░░ ░░░▒ ░▒░░░ ░▒░ ░░░▒░ ░▒░░ ░░▒ ░▒░░░ ░░▒░ ░▒░░ ░░░▒ ░▒░░░ ░▒░ ░░░▒░ ░▒░░ ░░▒ ░▒░░░ ░░▒░ ░▒░░ ░░░▒ ░▒░░░ ░▒░ ░░░▒░ ░▒░░ ░░▒ ░▒░░░ ░░▒░ ░▒░░ ░░░▒ ░▒░░░ ░▒░ ░░░▒░ ░▒░░ ░░▒ ░▒░░░ ░░▒░ ░▒░░ ░░░▒ ░▒░░░ ░▒░ ░░░▒░ ░▒░░ ░░▒ ░▒░░░ ░░▒░ ░▒░░ ░░░▒ ░▒░░░ ░▒░ ░░░▒░ ░▒░░ ░░▒ تاریخ انتشار نوبت دوم : ۱۴۰۳/۱۲/۲۰ سعید نظری - رئیس اداره ثبت اسناد و املاک شهرستان سیرجان شناسه آگهی : ۱۸۸۸۴۱۲ [312, 594, 612, 744]
column-divider [376, 116, 377, 434]
page-number: ۵ [6, 8, 28, 34]
svg-text:اترک: اترک [564, 8, 606, 32]
article-column-2: ░░▒░ ░▒░░░ ░▒░ ░░░▒░ ░▒░░ ░░▒ ░▒░░░ ░░▒░ ░▒░░ ░░░▒ ░▒░░░ ░▒░ ░░░▒░ ░▒░░ ░░▒ ░▒░░░ ░░▒░ ░▒░░ ░░░▒ ░▒░░░ ░▒░ ░░░▒░ ░▒░░ ░░▒ ░▒░░░ ░░▒░ ░▒░░ ░░░▒ ░▒░░░ ░▒░ ░░░▒░ ░▒░░ ░░▒ ░▒░░░ ░░▒░ ░▒░░ ░░░▒ ░▒░░░ ░▒░ ░░░▒░ ░▒░░ ░░▒ ░▒░░░ ░░▒░ ░▒░░ ░░░▒ ░▒░░░ ░▒░ ░░░▒░ ░▒░░ ░░▒ ░▒░░░ ░░▒░ ░▒░░ ░░░▒ ░▒░░░ ░▒░ ░░░▒░ ░▒░░ ░░▒ ░▒░░░ ░░▒░ ░▒░░ ░░░▒ ░▒░░░ ░▒░ ░░░▒░ ░▒░░ ░░▒ ░▒░░░ ░░▒░ ░▒░░ ░░░▒ ░▒░░░ ░▒░ ░░░▒░ ░▒░░ ░░▒ ░▒░░░ ░░▒░ ░▒░░ ░░░▒ ░▒░░░ ░▒░ ░░░▒░ ░▒░░ ░░▒ ░▒░░░ ░░▒░ ░▒░░ ░░░▒ ░▒░░░ ░▒░ ░░░▒░ ░▒░░ ░░▒ ░▒░░░ ░░▒░ ░▒░░ ░░░▒ ░▒░░░ ░▒░ ░░░▒░ ░▒░░ ░░▒ ░▒░░░ ░░▒░ ░▒░░ ░░░▒ ░▒░░░ ░▒░ ░░░▒░ ░▒░░ ░░▒ ░▒░░░ ░░▒░ ░▒░░ ░░░▒ ░▒░░░ ░▒░ ░░░▒░ ░▒░░ ░░▒ ░▒░░░ ░░▒░ ░▒░░ ░░░▒ ░▒░░░ ░▒░ ░░░▒░ ░▒░░ ░░▒ ░▒░░░ ░░▒░ ░▒░░ ░░░▒ ░▒░░░ ░▒░ ░░░▒░ ░▒░░ ░░▒ ░▒░░░ ░░▒░ ░▒░░ ░░░▒ ░▒░░░ ░▒░ ░░░▒░ ░▒░░ ░░▒ ░▒░░░ ░░▒░ ░▒░░ ░░░▒ ░▒░░░ ░▒░ ░░░▒░ ░▒░░ ░░▒ ░▒░░░ ░░▒░ ░▒░░ ░░░▒ ░▒░░░ ░▒░ ░░░▒░ ░▒░░ ░░▒ ░▒░░░ ░░▒░ ░▒░░ ░░░▒ ░▒░░░ ░▒░ ░░░▒░ ░▒░░ ░░▒ ░▒░░░ ░░▒░ ░▒░░ ░░░▒ ░▒░░░ ░▒░ ░░░▒░ ░▒░░ ░░▒ ░▒░░░ ░░▒░ ░▒░░ ░░░▒ ░▒░░░ ░▒░ ░░░▒░ ░▒░░ ░░▒ ░▒░░░ ░░▒░ ░▒░░ ░░░▒ ░▒░░░ ░▒░ ░░░▒░ ░▒░░ ░░▒ ░▒░░░ ░░▒░ ░▒░░ ░░░▒ ░▒░░░ ░▒░ ░░░▒░ ░▒░░ ░░▒ ░▒░░░ ░░▒░ ░▒░░ ░░░▒ ░▒░░░ ░▒░ ░░░▒░ ░▒░░ ░░▒ ░▒░░░ ░░▒░ ░▒░░ ░░░▒ ░▒░░░ ░▒░ ░░░▒░ ░▒░░ ░░▒ ░▒░░░ ░░▒░ ░▒░░ ░░░▒ ░▒░░░ ░▒░ ░░░▒░ ░▒░░ ░░▒ ░▒░░░ ░░▒░ ░▒░░ ░░░▒ [380, 116, 489, 272]
news-badge: خبر [96, 90, 126, 104]
legal-notice-ad: اداره کل ثبت اسناد و املاک استان کرمان اداره ثبت اسناد و املاک حوزه ثبت ملک سیرجان هیات موضوع قانون تعیین تکلیف وضعیت ثبتی اراضی و ساختمانهای فاقد سند رسمی ░░▒░ ░▒░░░ ░▒░ ░░░▒░ ░▒░░ ░░▒ ░▒░░░ ░░▒░ ░▒░░ ░░░▒ ░▒░░░ ░▒░ ░░░▒░ ░▒░░ ░░▒ ░▒░░░ ░░▒░ ░▒░░ ░░░▒ ░▒░░░ ░▒░ ░░░▒░ ░▒░░ ░░▒ ░▒░░░ ░░▒░ ░▒░░ ░░░▒ ░▒░░░ ░▒░ ░░░▒░ ░▒░░ ░░▒ ░▒░░░ ░░▒░ ░▒░░ ░░░▒ ░▒░░░ ░▒░ ░░░▒░ ░▒░░ ░░▒ ░▒░░░ ░░▒░ ░▒░░ ░░░▒ ░▒░░░ ░▒░ ░░░▒░ ░▒░░ ░░▒ ░▒░░░ ░░▒░ ░▒░░ ░░░▒ ░▒░░░ ░▒░ ░░░▒░ ░▒░░ ░░▒ ░▒░░░ ░░▒░ ░▒░░ ░░░▒ ░▒░░░ ░▒░ ░░░▒░ ░▒░░ ░░▒ ░▒░░░ ░░▒░ ░▒░░ ░░░▒ ░▒░░░ ░▒░ ░░░▒░ ░▒░░ ░░▒ ░▒░░░ ░░▒░ ░▒░░ ░░░▒ ░▒░░░ ░▒░ ░░░▒░ ░▒░░ ░░▒ ░▒░░░ ░░▒░ ░▒░░ ░░░▒ ░▒░░░ ░▒░ ░░░▒░ ░▒░░ ░░▒ ░▒░░░ ░░▒░ ░▒░░ ░░░▒ ░▒░░░ ░▒░ ░░░▒░ ░▒░░ ░░▒ ░▒░░░ ░░▒░ ░▒░░ ░░░▒ ░▒░░░ ░▒░ ░░░▒░ ░▒░░ ░░▒ ░▒░░░ ░░▒░ ░▒░░ ░░░▒ ░▒░░░ ░▒░ ░░░▒░ ░▒░░ ░░▒ تاریخ انتشار نوبت اول : ۱۴۰۳/۱۲/۰۵ سعید نظری - رئیس اداره ثبت اسناد و املاک شهرستان سیرجان شناسه آگهی : ۱۸۸۸۳۹۰ [8, 440, 308, 590]
article-column-4: ░▒░░ ░▒░ ░░▒ ░▒░░░ ░▒░ ░░▒░ ░▒░░ ░▒░ ░░▒ ░▒░░░ ░▒░ ░░▒░ ░▒░░ ░▒░ ░░▒ ░▒░░░ ░▒░ ░░▒░ ░▒░░ ░▒░ ░░▒ ░▒░░░ ░▒░ ░░▒░ ░▒░░ ░▒░ ░░▒ ░▒░░░ ░▒░ ░░▒░ ░▒░░ ░▒░ ░░▒ ░▒░░░ ░▒░ ░░▒░ ░▒░░ ░▒░ ░░▒ ░▒░░░ ░▒░ ░░▒░ ░▒░░ ░▒░ ░░▒ ░▒░░░ ░▒░ ░░▒░ ░▒░░ ░▒░ ░░▒ ░▒░░░ ░▒░ ░░▒░ ░▒░░ ░▒░ ░░▒ ░▒░░░ ░▒░ ░░▒░ ░▒░░ ░▒░ ░░▒ ░▒░░░ ░▒░ ░░▒░ ░▒░░ ░▒░ ░░▒ ░▒░░░ ░▒░ ░░▒░ ░▒░░ ░▒░ ░░▒ ░▒░░░ ░▒░ ░░▒░ ░▒░░ ░▒░ ░░▒ ░▒░░░ ░▒░ ░░▒░ ░▒░░ ░▒░ ░░▒ ░▒░░░ ░▒░ ░░▒░ ░▒░░ ░▒░ ░░▒ ░▒░░░ ░▒░ ░░▒░ ░▒░░ ░▒░ ░░▒ ░▒░░░ ░▒░ ░░▒░ ░▒░░ ░▒░ ░░▒ ░▒░░░ ░▒░ ░░▒░ ░▒░░ ░▒░ ░░▒ ░▒░░░ ░▒░ ░░▒░ ░▒░░ ░▒░ ░░▒ ░▒░░░ ░▒░ ░░▒░ ░▒░░ ░▒░ ░░▒ ░▒░░░ ░▒░ ░░▒░ ░▒░░ ░▒░ ░░▒ ░▒░░░ ░▒░ ░░▒░ ░▒░░ ░▒░ ░░▒ ░▒░░░ ░▒░ ░░▒░ ░▒░░ ░▒░ ░░▒ ░▒░░░ ░▒░ ░░▒░ ░▒░░ ░▒░ ░░▒ ░▒░░░ ░▒░ ░░▒░ ░▒░░ ░▒░ ░░▒ ░▒░░░ ░▒░ ░░▒░ ░▒░░ ░▒░ ░░▒ ░▒░░░ ░▒░ ░░▒░ ░▒░░ ░▒░ ░░▒ ░▒░░░ ░▒░ ░░▒░ ░▒░░ ░▒░ ░░▒ ░▒░░░ ░▒░ ░░▒░ ░▒░░ ░▒░ ░░▒ [206, 116, 257, 340]
